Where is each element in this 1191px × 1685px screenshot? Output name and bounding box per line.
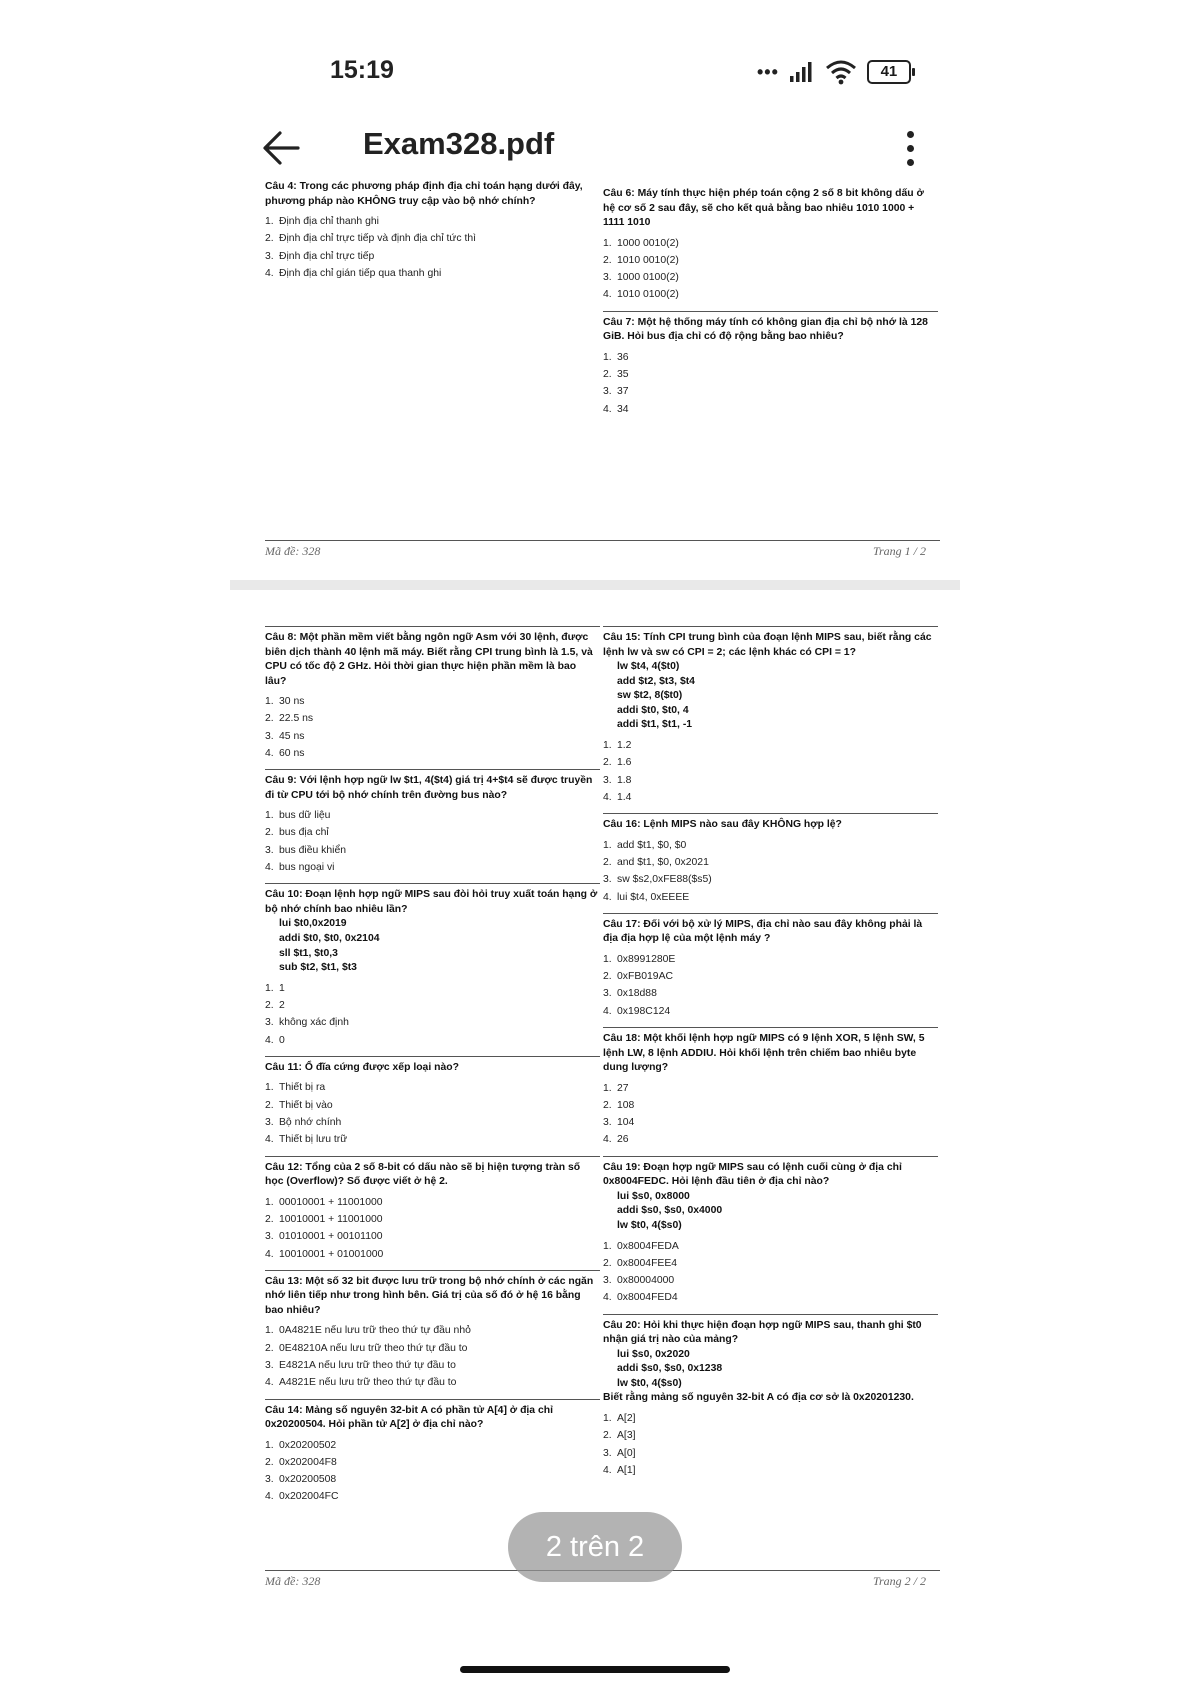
page-number: Trang 1 / 2 — [872, 544, 926, 558]
arrow-left-icon — [258, 124, 306, 172]
answer-option[interactable]: 2. 0x8004FEE4 — [603, 1257, 678, 1269]
answer-options — [265, 1322, 600, 1391]
answer-option[interactable]: 3. sw $s2,0xFE88($s5) — [603, 874, 712, 886]
question-note: Biết rằng mảng số nguyên 32-bit A có địa cơ sở là 0x20201230. — [603, 1392, 914, 1404]
answer-option[interactable]: 3. A[0] — [603, 1447, 636, 1459]
cellular-signal-icon — [789, 61, 815, 83]
answer-option[interactable]: 2. 1010 0010(2) — [603, 254, 679, 266]
answer-options — [603, 235, 938, 304]
answer-option[interactable]: 3. 0x18d88 — [603, 988, 657, 1000]
answer-option[interactable]: 4. Định địa chỉ gián tiếp qua thanh ghi — [265, 267, 442, 279]
answer-option[interactable]: 3. 1.8 — [603, 774, 632, 786]
question-text: Câu 18: Một khối lệnh hợp ngữ MIPS có 9 lệnh XOR, 5 lệnh SW, 5 lệnh LW, 8 lệnh ADDIU. Hỏi khối lệnh trên chiếm bao nhiêu byte dung lượng? — [603, 1033, 925, 1074]
code-line: lui $t0,0x2019 — [279, 918, 347, 930]
answer-option[interactable]: 3. E4821A nếu lưu trữ theo thứ tự đầu to — [265, 1359, 456, 1371]
answer-option[interactable]: 4. Thiết bị lưu trữ — [265, 1134, 348, 1146]
pdf-viewer[interactable] — [230, 181, 960, 1590]
code-line: sw $t2, 8($t0) — [617, 690, 683, 702]
question-text: Câu 12: Tổng của 2 số 8-bit có dấu nào sẽ bị hiện tượng tràn số học (Overflow)? Số được viết ở hệ 2. — [265, 1161, 581, 1188]
answer-option[interactable]: 2. 0x202004F8 — [265, 1456, 337, 1468]
answer-option[interactable]: 2. 35 — [603, 368, 629, 380]
status-bar — [0, 0, 1191, 110]
question-10 — [265, 883, 600, 1056]
answer-option[interactable]: 3. Bộ nhớ chính — [265, 1117, 342, 1129]
answer-option[interactable]: 3. Định địa chỉ trực tiếp — [265, 250, 375, 262]
answer-option[interactable]: 1. 0A4821E nếu lưu trữ theo thứ tự đầu nhỏ — [265, 1325, 471, 1337]
answer-option[interactable]: 2. A[3] — [603, 1430, 636, 1442]
answer-option[interactable]: 3. 1000 0100(2) — [603, 272, 679, 284]
answer-option[interactable]: 2. and $t1, $0, 0x2021 — [603, 856, 709, 868]
answer-option[interactable]: 2. 1.6 — [603, 757, 632, 769]
page2-left-column — [265, 626, 600, 1513]
answer-options — [603, 349, 938, 418]
question-15 — [603, 626, 938, 813]
answer-options — [603, 1080, 938, 1149]
answer-option[interactable]: 3. 0x20200508 — [265, 1474, 337, 1486]
answer-option[interactable]: 4. 10010001 + 01001000 — [265, 1248, 384, 1260]
status-time: 15:19 — [330, 56, 394, 84]
code-line: addi $t0, $t0, 4 — [617, 704, 689, 716]
pdf-page-1 — [230, 176, 960, 580]
answer-option[interactable]: 1. add $t1, $0, $0 — [603, 839, 687, 851]
page2-right-column — [603, 626, 938, 1486]
question-12 — [265, 1156, 600, 1270]
answer-option[interactable]: 1. 1000 0010(2) — [603, 237, 679, 249]
question-16 — [603, 813, 938, 913]
answer-option[interactable]: 3. 01010001 + 00101100 — [265, 1231, 383, 1243]
question-11 — [265, 1056, 600, 1156]
answer-option[interactable]: 2. 0E48210A nếu lưu trữ theo thứ tự đầu to — [265, 1342, 468, 1354]
answer-option[interactable]: 1. Định địa chỉ thanh ghi — [265, 216, 379, 227]
answer-options — [265, 1079, 600, 1148]
answer-options — [265, 980, 600, 1049]
code-line: lw $t0, 4($s0) — [617, 1377, 682, 1389]
code-line: addi $s0, $s0, 0x1238 — [617, 1363, 723, 1375]
answer-option[interactable]: 1. 00010001 + 11001000 — [265, 1196, 383, 1208]
question-text: Câu 15: Tính CPI trung bình của đoạn lệnh MIPS sau, biết rằng các lệnh lw và sw có CPI = 2; các lệnh khác có CPI = 1? — [603, 632, 932, 658]
question-text: Câu 17: Đối với bộ xử lý MIPS, địa chỉ nào sau đây không phải là địa địa hợp lệ của một lệnh máy ? — [603, 918, 923, 945]
answer-option[interactable]: 3. 104 — [603, 1117, 635, 1129]
answer-option[interactable]: 4. 1.4 — [603, 791, 632, 803]
question-4 — [265, 176, 600, 289]
answer-options — [603, 1238, 938, 1307]
more-vertical-icon — [907, 131, 914, 138]
status-icons — [757, 58, 911, 86]
answer-options — [265, 1194, 600, 1263]
answer-option[interactable]: 4. 1010 0100(2) — [603, 289, 679, 301]
question-19 — [603, 1156, 938, 1314]
question-text: Câu 8: Một phần mềm viết bằng ngôn ngữ Asm với 30 lệnh, được biên dịch thành 40 lệnh mã máy. Biết rằng CPI trung bình là 1.5, và CPU có tốc độ 2 GHz. Hỏi thời gian thực hiện phần mềm là bao lâu? — [265, 632, 593, 687]
question-13 — [265, 1270, 600, 1399]
wifi-icon — [825, 59, 857, 85]
question-17 — [603, 913, 938, 1027]
pdf-page-2 — [230, 590, 960, 1610]
question-text: Câu 6: Máy tính thực hiện phép toán cộng 2 số 8 bit không dấu ở hệ cơ số 2 sau đây, sẽ cho kết quả bằng bao nhiêu 1010 1000 + 1111 1010 — [603, 188, 924, 228]
question-text: Câu 10: Đoạn lệnh hợp ngữ MIPS sau đòi hỏi truy xuất toán hạng ở bộ nhớ chính bao nhiêu lần? — [265, 889, 598, 915]
answer-options — [603, 1410, 938, 1479]
code-line: addi $s0, $s0, 0x4000 — [617, 1205, 723, 1217]
code-line: addi $t1, $t1, -1 — [617, 719, 693, 731]
code-line: lui $s0, 0x8000 — [617, 1190, 690, 1202]
page-indicator: 2 trên 2 — [508, 1512, 682, 1582]
answer-option[interactable]: 4. A4821E nếu lưu trữ theo thứ tự đầu to — [265, 1377, 457, 1389]
question-text: Câu 9: Với lệnh hợp ngữ lw $t1, 4($t4) giá trị 4+$t4 sẽ được truyền đi từ CPU tới bộ nhớ chính trên đường bus nào? — [265, 775, 593, 801]
question-text: Câu 19: Đoạn hợp ngữ MIPS sau có lệnh cuối cùng ở địa chỉ 0x8004FEDC. Hỏi lệnh đầu tiên ở địa chỉ nào? — [603, 1161, 902, 1188]
code-line: sub $t2, $t1, $t3 — [279, 962, 357, 974]
home-indicator[interactable] — [460, 1666, 730, 1673]
answer-option[interactable]: 2. Định địa chỉ trực tiếp và định địa chỉ tức thì — [265, 233, 476, 245]
code-line: addi $t0, $t0, 0x2104 — [279, 932, 380, 944]
answer-option[interactable]: 1. 0x8004FEDA — [603, 1240, 679, 1252]
answer-option[interactable]: 3. 45 ns — [265, 730, 305, 742]
answer-options — [603, 951, 938, 1020]
answer-option[interactable]: 1. Thiết bị ra — [265, 1082, 326, 1094]
answer-option[interactable]: 3. 37 — [603, 386, 629, 398]
question-20 — [603, 1314, 938, 1486]
question-8 — [265, 626, 600, 769]
question-6 — [603, 183, 938, 311]
answer-options — [265, 1437, 600, 1506]
page-number: Trang 2 / 2 — [872, 1574, 926, 1588]
answer-option[interactable]: 4. lui $t4, 0xEEEE — [603, 891, 690, 903]
answer-option[interactable]: 4. 0x8004FED4 — [603, 1292, 678, 1304]
answer-option[interactable]: 2. Thiết bị vào — [265, 1099, 333, 1111]
answer-option[interactable]: 2. 10010001 + 11001000 — [265, 1213, 383, 1225]
answer-option[interactable]: 2. 108 — [603, 1099, 635, 1111]
answer-option[interactable]: 4. 0x198C124 — [603, 1005, 671, 1017]
question-text: Câu 7: Một hệ thống máy tính có không gian địa chỉ bộ nhớ là 128 GiB. Hỏi bus địa chỉ có độ rộng bằng bao nhiêu? — [603, 316, 928, 343]
back-button[interactable] — [258, 124, 306, 172]
question-text: Câu 11: Ổ đĩa cứng được xếp loại nào? — [265, 1061, 459, 1073]
answer-option[interactable]: 1. 27 — [603, 1082, 629, 1094]
question-14 — [265, 1399, 600, 1513]
answer-options — [265, 807, 600, 876]
question-18 — [603, 1027, 938, 1156]
question-7 — [603, 311, 938, 425]
answer-option[interactable]: 4. 0x202004FC — [265, 1491, 339, 1503]
answer-option[interactable]: 1. 30 ns — [265, 696, 305, 707]
answer-option[interactable]: 1. 1 — [265, 982, 285, 994]
code-line: lw $t4, 4($t0) — [617, 661, 680, 672]
more-options-button[interactable] — [896, 124, 924, 172]
question-text: Câu 14: Mảng số nguyên 32-bit A có phần tử A[4] ở địa chỉ 0x20200504. Hỏi phần tử A[2] ở địa chỉ nào? — [265, 1404, 553, 1430]
answer-option[interactable]: 3. 0x80004000 — [603, 1275, 675, 1287]
question-text: Câu 13: Một số 32 bit được lưu trữ trong bộ nhớ chính ở các ngăn nhớ liên tiếp như trong hình bên. Giá trị của số đó ở hệ 16 bằng bao nhiêu? — [265, 1275, 594, 1316]
question-text: Câu 20: Hỏi khi thực hiện đoạn hợp ngữ MIPS sau, thanh ghi $t0 nhận giá trị nào của mảng? — [603, 1319, 922, 1346]
code-line: add $t2, $t3, $t4 — [617, 675, 695, 687]
answer-option[interactable]: 1. 0x20200502 — [265, 1439, 337, 1451]
answer-option[interactable]: 1. 1.2 — [603, 739, 632, 751]
code-line: lw $t0, 4($s0) — [617, 1219, 682, 1231]
answer-options — [265, 693, 600, 762]
answer-option[interactable]: 4. 26 — [603, 1134, 629, 1146]
answer-option[interactable]: 2. 2 — [265, 1000, 285, 1012]
code-line: sll $t1, $t0,3 — [279, 947, 338, 959]
answer-option[interactable]: 4. 34 — [603, 403, 629, 415]
exam-code: Mã đề: 328 — [265, 1574, 321, 1588]
answer-option[interactable]: 4. 60 ns — [265, 747, 305, 759]
answer-option[interactable]: 3. bus điều khiển — [265, 844, 347, 856]
battery-icon: 41 — [867, 60, 911, 84]
answer-option[interactable]: 1. A[2] — [603, 1412, 636, 1424]
page1-right-column — [603, 183, 938, 425]
exam-code: Mã đề: 328 — [265, 544, 321, 558]
answer-option[interactable]: 2. 22.5 ns — [265, 713, 314, 725]
question-text: Câu 16: Lệnh MIPS nào sau đây KHÔNG hợp lệ? — [603, 819, 842, 831]
answer-option[interactable]: 2. 0xFB019AC — [603, 971, 674, 983]
answer-options — [265, 213, 600, 282]
document-title: Exam328.pdf — [363, 126, 555, 161]
question-text: Câu 4: Trong các phương pháp định địa chỉ toán hạng dưới đây, phương pháp nào KHÔNG truy cập vào bộ nhớ chính? — [265, 181, 583, 207]
page1-left-column — [265, 176, 600, 289]
answer-option[interactable]: 4. 0 — [265, 1034, 285, 1046]
answer-option[interactable]: 3. không xác định — [265, 1017, 349, 1029]
answer-options — [603, 837, 938, 906]
answer-option[interactable]: 1. 0x8991280E — [603, 953, 676, 965]
more-signal-dots-icon: ••• — [757, 61, 779, 82]
answer-option[interactable]: 4. bus ngoại vi — [265, 862, 335, 874]
code-line: lui $s0, 0x2020 — [617, 1348, 690, 1360]
answer-option[interactable]: 4. A[1] — [603, 1464, 636, 1476]
answer-option[interactable]: 2. bus địa chỉ — [265, 827, 329, 839]
answer-option[interactable]: 1. bus dữ liệu — [265, 810, 331, 822]
answer-options — [603, 737, 938, 806]
page-footer — [265, 540, 940, 558]
answer-option[interactable]: 1. 36 — [603, 351, 629, 363]
question-9 — [265, 769, 600, 883]
